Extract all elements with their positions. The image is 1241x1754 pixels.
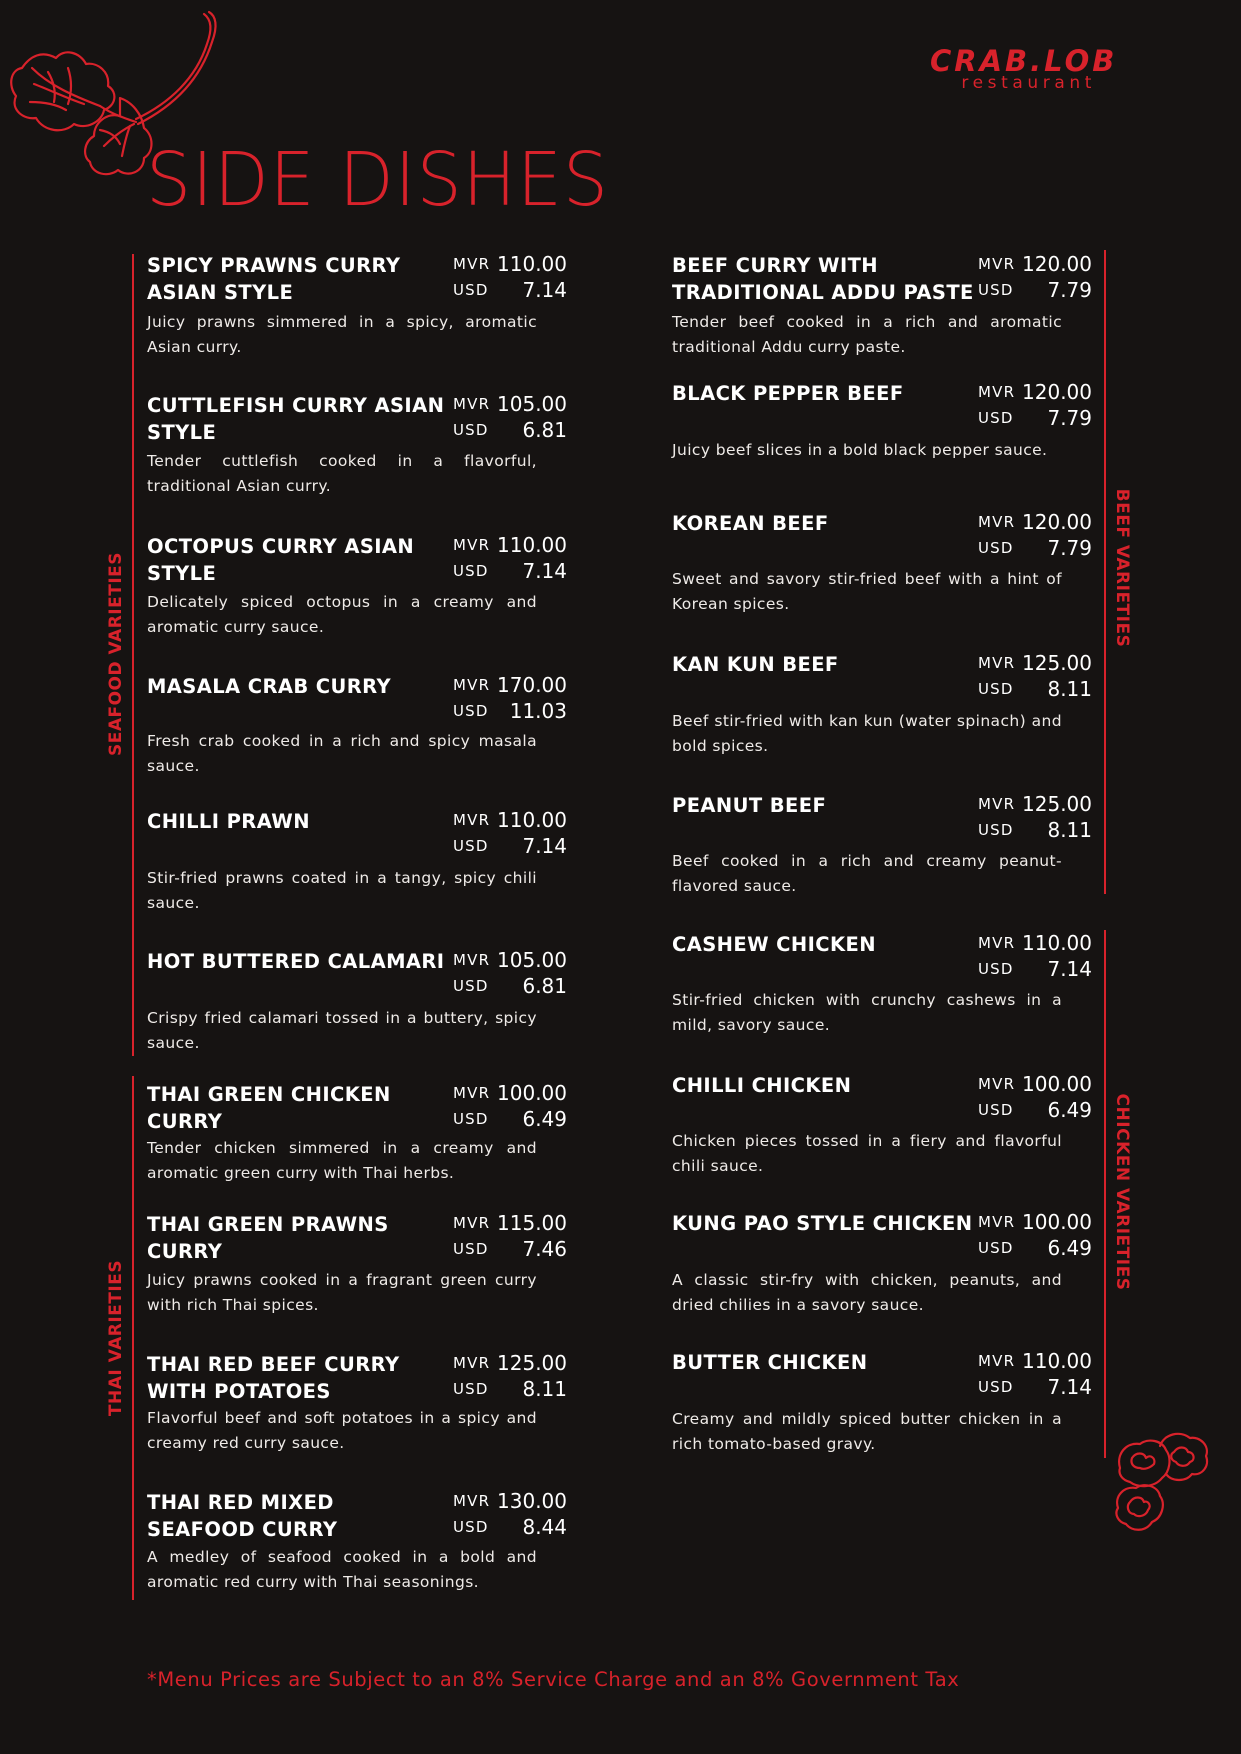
menu-item (672, 510, 1092, 640)
price-value: 125.00 (1022, 792, 1092, 816)
price-value: 120.00 (1022, 252, 1092, 276)
price-value: 7.14 (1047, 957, 1092, 981)
currency-label: MVR (978, 383, 1016, 401)
price-mvr (453, 252, 567, 279)
menu-item (672, 1072, 1092, 1202)
menu-item-name: BUTTER CHICKEN (672, 1351, 868, 1374)
price-mvr (978, 1349, 1092, 1376)
currency-label: USD (453, 702, 489, 720)
price-usd (978, 536, 1092, 563)
menu-item (147, 1211, 567, 1341)
currency-label: MVR (453, 951, 491, 969)
currency-label: MVR (978, 1352, 1016, 1370)
price-value: 7.14 (522, 559, 567, 583)
menu-item-description: Creamy and mildly spiced butter chicken in a rich tomato-based gravy. (672, 1410, 1062, 1453)
currency-label: MVR (453, 1492, 491, 1510)
menu-item-description: Flavorful beef and soft potatoes in a spicy and creamy red curry sauce. (147, 1409, 537, 1452)
price-mvr (978, 931, 1092, 958)
menu-item-description: Stir-fried prawns coated in a tangy, spicy chili sauce. (147, 869, 537, 912)
currency-label: MVR (453, 255, 491, 273)
menu-item (147, 1081, 567, 1211)
currency-label: USD (453, 1518, 489, 1536)
menu-item-description: Tender cuttlefish cooked in a flavorful, traditional Asian curry. (147, 452, 537, 495)
menu-item-description: Tender beef cooked in a rich and aromatic traditional Addu curry paste. (672, 313, 1062, 356)
currency-label: USD (978, 680, 1014, 698)
price-mvr (453, 1351, 567, 1378)
currency-label: USD (978, 281, 1014, 299)
menu-item-description: Delicately spiced octopus in a creamy and aromatic curry sauce. (147, 593, 537, 636)
menu-item (147, 673, 567, 803)
price-mvr (453, 533, 567, 560)
menu-item (147, 252, 567, 382)
currency-label: USD (978, 1101, 1014, 1119)
price-value: 7.79 (1047, 278, 1092, 302)
currency-label: MVR (978, 1213, 1016, 1231)
menu-item-description: Crispy fried calamari tossed in a buttery, spicy sauce. (147, 1009, 537, 1052)
price-value: 8.11 (1047, 818, 1092, 842)
menu-item-name: MASALA CRAB CURRY (147, 675, 392, 698)
currency-label: MVR (978, 1075, 1016, 1093)
menu-item-description: Tender chicken simmered in a creamy and aromatic green curry with Thai herbs. (147, 1139, 537, 1182)
menu-item-description: Juicy prawns simmered in a spicy, aromatic Asian curry. (147, 313, 537, 356)
menu-item (147, 392, 567, 522)
menu-item-name: THAI RED MIXED SEAFOOD CURRY (147, 1491, 338, 1541)
menu-item (672, 1210, 1092, 1340)
currency-label: MVR (978, 795, 1016, 813)
menu-item-name: OCTOPUS CURRY ASIAN STYLE (147, 535, 415, 585)
price-usd (453, 1377, 567, 1404)
price-value: 110.00 (1022, 931, 1092, 955)
price-value: 130.00 (497, 1489, 567, 1513)
price-value: 8.11 (522, 1377, 567, 1401)
price-value: 6.81 (522, 418, 567, 442)
price-value: 110.00 (497, 533, 567, 557)
menu-item (147, 533, 567, 663)
price-usd (453, 699, 567, 726)
price-value: 110.00 (497, 252, 567, 276)
menu-item-name: KAN KUN BEEF (672, 653, 839, 676)
price-value: 100.00 (497, 1081, 567, 1105)
menu-item-name: BEEF CURRY WITH TRADITIONAL ADDU PASTE (672, 254, 974, 304)
price-usd (978, 818, 1092, 845)
seafood-section-line (132, 254, 134, 1056)
price-usd (453, 418, 567, 445)
price-usd (978, 406, 1092, 433)
price-value: 105.00 (497, 948, 567, 972)
price-usd (453, 1515, 567, 1542)
menu-item-name: SPICY PRAWNS CURRY ASIAN STYLE (147, 254, 401, 304)
tax-footnote: *Menu Prices are Subject to an 8% Service Charge and an 8% Government Tax (147, 1668, 960, 1691)
currency-label: USD (453, 1380, 489, 1398)
menu-item-description: Sweet and savory stir-fried beef with a hint of Korean spices. (672, 570, 1062, 613)
price-usd (978, 1236, 1092, 1263)
currency-label: USD (978, 409, 1014, 427)
price-usd (978, 957, 1092, 984)
menu-item-name: CHILLI PRAWN (147, 810, 310, 833)
price-mvr (453, 808, 567, 835)
menu-item (147, 1351, 567, 1481)
price-value: 7.46 (522, 1237, 567, 1261)
price-usd (453, 278, 567, 305)
currency-label: USD (453, 562, 489, 580)
brand-logo (930, 44, 1118, 93)
price-mvr (978, 792, 1092, 819)
menu-item-name: BLACK PEPPER BEEF (672, 382, 904, 405)
menu-item (672, 792, 1092, 922)
currency-label: USD (453, 1240, 489, 1258)
menu-item-description: A medley of seafood cooked in a bold and aromatic red curry with Thai seasonings. (147, 1548, 537, 1591)
thai-section-line (132, 1076, 134, 1600)
menu-item-name: CHILLI CHICKEN (672, 1074, 852, 1097)
price-value: 125.00 (1022, 651, 1092, 675)
menu-item (672, 1349, 1092, 1479)
price-value: 8.11 (1047, 677, 1092, 701)
price-mvr (978, 252, 1092, 279)
currency-label: USD (453, 977, 489, 995)
price-value: 8.44 (522, 1515, 567, 1539)
menu-item-description: Juicy beef slices in a bold black pepper sauce. (672, 441, 1048, 459)
price-value: 125.00 (497, 1351, 567, 1375)
price-value: 110.00 (1022, 1349, 1092, 1373)
price-value: 7.14 (1047, 1375, 1092, 1399)
currency-label: USD (978, 1378, 1014, 1396)
currency-label: MVR (453, 1354, 491, 1372)
price-mvr (978, 380, 1092, 407)
currency-label: USD (978, 539, 1014, 557)
seafood-section-label-text: SEAFOOD VARIETIES (106, 551, 126, 757)
price-value: 11.03 (509, 699, 567, 723)
menu-item (672, 380, 1092, 510)
menu-item-name: THAI GREEN PRAWNS CURRY (147, 1213, 389, 1263)
chicken-section-label-text: CHICKEN VARIETIES (1112, 1093, 1132, 1291)
menu-item (147, 808, 567, 938)
currency-label: MVR (978, 934, 1016, 952)
menu-item (672, 252, 1092, 382)
price-mvr (978, 510, 1092, 537)
price-value: 6.49 (522, 1107, 567, 1131)
crab-claw-illustration-icon (1110, 1428, 1230, 1556)
thai-section-label-text: THAI VARIETIES (106, 1259, 126, 1417)
page-title: SIDE DISHES (146, 137, 609, 223)
price-usd (978, 278, 1092, 305)
price-usd (453, 1107, 567, 1134)
menu-item (672, 931, 1092, 1061)
price-usd (978, 677, 1092, 704)
menu-item-description: Juicy prawns cooked in a fragrant green curry with rich Thai spices. (147, 1271, 537, 1314)
currency-label: USD (453, 837, 489, 855)
menu-item-description: Beef stir-fried with kan kun (water spinach) and bold spices. (672, 712, 1062, 755)
price-usd (453, 559, 567, 586)
currency-label: USD (453, 281, 489, 299)
menu-item (147, 948, 567, 1078)
price-value: 6.81 (522, 974, 567, 998)
beef-section-line (1104, 250, 1106, 894)
price-value: 6.49 (1047, 1098, 1092, 1122)
price-value: 170.00 (497, 673, 567, 697)
currency-label: MVR (453, 1214, 491, 1232)
currency-label: MVR (453, 676, 491, 694)
currency-label: MVR (978, 513, 1016, 531)
menu-item-name: KOREAN BEEF (672, 512, 829, 535)
beef-section-label-text: BEEF VARIETIES (1112, 488, 1132, 648)
brand-subtitle: restaurant (961, 73, 1096, 93)
price-value: 120.00 (1022, 510, 1092, 534)
menu-item-name: PEANUT BEEF (672, 794, 827, 817)
menu-item (147, 1489, 567, 1619)
price-usd (978, 1098, 1092, 1125)
menu-item-description: Beef cooked in a rich and creamy peanut-flavored sauce. (672, 852, 1062, 895)
price-mvr (453, 1081, 567, 1108)
menu-item-name: HOT BUTTERED CALAMARI (147, 950, 445, 973)
price-value: 115.00 (497, 1211, 567, 1235)
price-value: 100.00 (1022, 1210, 1092, 1234)
currency-label: MVR (453, 536, 491, 554)
price-mvr (453, 392, 567, 419)
menu-item-name: THAI GREEN CHICKEN CURRY (147, 1083, 391, 1133)
menu-item-name: CUTTLEFISH CURRY ASIAN STYLE (147, 394, 445, 444)
price-mvr (978, 1072, 1092, 1099)
price-value: 7.79 (1047, 406, 1092, 430)
price-usd (453, 974, 567, 1001)
menu-item-description: A classic stir-fry with chicken, peanuts, and dried chilies in a savory sauce. (672, 1271, 1062, 1314)
price-mvr (978, 1210, 1092, 1237)
price-usd (453, 834, 567, 861)
price-value: 120.00 (1022, 380, 1092, 404)
price-value: 7.14 (522, 834, 567, 858)
price-value: 6.49 (1047, 1236, 1092, 1260)
price-mvr (453, 948, 567, 975)
price-mvr (453, 1489, 567, 1516)
price-value: 110.00 (497, 808, 567, 832)
currency-label: MVR (453, 1084, 491, 1102)
price-value: 7.14 (522, 278, 567, 302)
price-usd (453, 1237, 567, 1264)
currency-label: MVR (978, 255, 1016, 273)
price-value: 105.00 (497, 392, 567, 416)
menu-item-name: THAI RED BEEF CURRY WITH POTATOES (147, 1353, 400, 1403)
currency-label: MVR (453, 811, 491, 829)
menu-item (672, 651, 1092, 781)
price-value: 7.79 (1047, 536, 1092, 560)
price-mvr (453, 673, 567, 700)
menu-item-description: Chicken pieces tossed in a fiery and flavorful chili sauce. (672, 1132, 1062, 1175)
currency-label: USD (978, 821, 1014, 839)
price-value: 100.00 (1022, 1072, 1092, 1096)
brand-name: CRAB.LOB (930, 44, 1118, 78)
currency-label: USD (978, 960, 1014, 978)
menu-item-name: CASHEW CHICKEN (672, 933, 876, 956)
chicken-section-line (1104, 930, 1106, 1458)
price-mvr (453, 1211, 567, 1238)
price-usd (978, 1375, 1092, 1402)
currency-label: USD (453, 421, 489, 439)
menu-item-description: Fresh crab cooked in a rich and spicy masala sauce. (147, 732, 537, 775)
menu-item-name: KUNG PAO STYLE CHICKEN (672, 1212, 973, 1235)
currency-label: MVR (978, 654, 1016, 672)
menu-item-description: Stir-fried chicken with crunchy cashews in a mild, savory sauce. (672, 991, 1062, 1034)
currency-label: MVR (453, 395, 491, 413)
currency-label: USD (978, 1239, 1014, 1257)
currency-label: USD (453, 1110, 489, 1128)
price-mvr (978, 651, 1092, 678)
